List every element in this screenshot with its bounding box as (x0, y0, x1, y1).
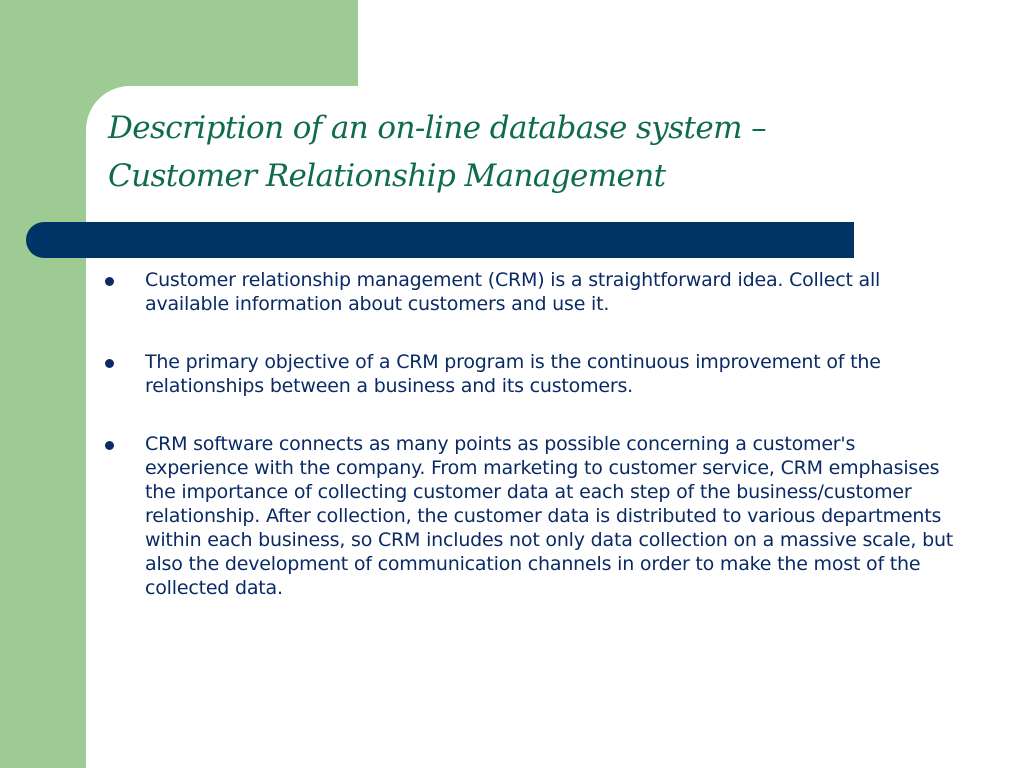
bullet-text-1: Customer relationship management (CRM) is a straightforward idea. Collect all available information about customers and use it. (145, 269, 881, 315)
bullet-icon (105, 359, 114, 368)
bullet-item-1 (102, 268, 962, 316)
bullet-item-3 (102, 432, 962, 600)
title-divider-bar (26, 222, 854, 258)
bullet-item-2 (102, 350, 962, 398)
slide-title (108, 104, 908, 200)
bullet-list (102, 268, 962, 634)
bullet-text-3: CRM software connects as many points as possible concerning a customer's experience with the company. From marketing to customer service, CRM emphasises the importance of collecting customer data at each step of the business/customer relationship. After collection, the customer data is distributed to various departments within each business, so CRM includes not only data collection on a massive scale, but also the development of communication channels in order to make the most of the collected data. (145, 433, 954, 599)
slide-title-line-1: Description of an on-line database system – (108, 110, 767, 146)
bullet-icon (105, 277, 114, 286)
slide-title-line-2: Customer Relationship Management (108, 158, 666, 194)
bullet-text-2: The primary objective of a CRM program is the continuous improvement of the relationships between a business and its customers. (145, 351, 881, 397)
bullet-icon (105, 441, 114, 450)
